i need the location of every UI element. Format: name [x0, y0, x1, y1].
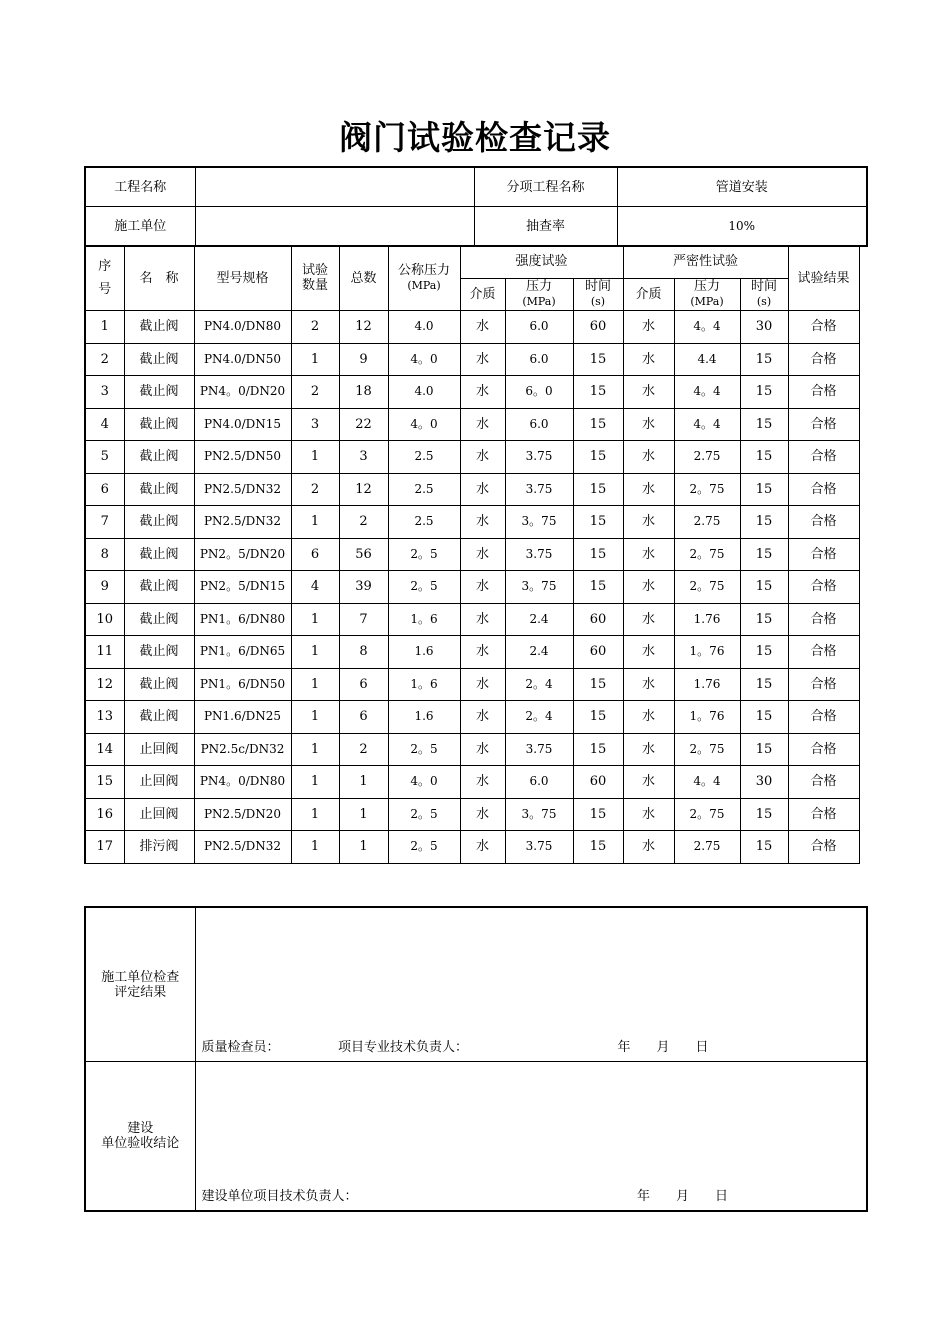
cell-seq: 16: [85, 798, 124, 831]
cell-strength-time: 15: [573, 668, 623, 701]
cell-result: 合格: [788, 441, 859, 474]
col-seq-line1: 序: [98, 259, 112, 274]
cell-strength-time: 15: [573, 473, 623, 506]
tightness-pressure-unit: (MPa): [690, 295, 724, 309]
col-nominal-line2: (MPa): [407, 279, 441, 292]
cell-model: PN4。0/DN80: [194, 766, 291, 799]
cell-test-qty: 6: [291, 538, 339, 571]
project-name-value: [195, 167, 474, 207]
cell-test-qty: 4: [291, 571, 339, 604]
cell-result: 合格: [788, 733, 859, 766]
cell-tightness-time: 15: [740, 506, 788, 539]
cell-total: 18: [339, 376, 388, 409]
cell-tightness-time: 15: [740, 408, 788, 441]
cell-tightness-pressure: 2。75: [674, 473, 740, 506]
cell-test-qty: 1: [291, 441, 339, 474]
col-result-header: 试验结果: [788, 246, 859, 311]
cell-strength-medium: 水: [460, 831, 505, 864]
cell-tightness-time: 15: [740, 701, 788, 734]
cell-test-qty: 1: [291, 798, 339, 831]
cell-name: 截止阀: [124, 311, 194, 344]
cell-name: 止回阀: [124, 798, 194, 831]
cell-strength-pressure: 3.75: [505, 473, 573, 506]
cell-test-qty: 2: [291, 473, 339, 506]
tightness-time-header: [740, 278, 788, 311]
cell-tightness-pressure: 4。4: [674, 376, 740, 409]
cell-name: 截止阀: [124, 668, 194, 701]
col-test-qty-header: [291, 246, 339, 311]
cell-strength-time: 15: [573, 441, 623, 474]
cell-seq: 5: [85, 441, 124, 474]
cell-total: 56: [339, 538, 388, 571]
tightness-medium-header: 介质: [623, 278, 674, 311]
cell-strength-time: 15: [573, 343, 623, 376]
cell-total: 6: [339, 668, 388, 701]
cell-strength-medium: 水: [460, 376, 505, 409]
contractor-check-label-line1: 施工单位检查: [101, 969, 180, 985]
cell-test-qty: 1: [291, 766, 339, 799]
cell-strength-time: 15: [573, 408, 623, 441]
cell-strength-medium: 水: [460, 766, 505, 799]
cell-total: 12: [339, 311, 388, 344]
cell-tightness-medium: 水: [623, 831, 674, 864]
cell-tightness-medium: 水: [623, 701, 674, 734]
table-row: [85, 343, 859, 376]
cell-total: 7: [339, 603, 388, 636]
cell-result: 合格: [788, 538, 859, 571]
col-model-header: 型号规格: [194, 246, 291, 311]
cell-tightness-time: 15: [740, 668, 788, 701]
cell-test-qty: 2: [291, 376, 339, 409]
owner-label-line1: 建设: [127, 1121, 154, 1136]
cell-strength-pressure: 6.0: [505, 343, 573, 376]
cell-model: PN2.5/DN32: [194, 831, 291, 864]
cell-tightness-medium: 水: [623, 473, 674, 506]
cell-strength-medium: 水: [460, 603, 505, 636]
cell-strength-time: 60: [573, 311, 623, 344]
cell-strength-time: 15: [573, 831, 623, 864]
cell-model: PN1.6/DN25: [194, 701, 291, 734]
cell-test-qty: 2: [291, 311, 339, 344]
cell-tightness-pressure: 2.75: [674, 506, 740, 539]
cell-tightness-medium: 水: [623, 636, 674, 669]
cell-model: PN4.0/DN80: [194, 311, 291, 344]
cell-result: 合格: [788, 701, 859, 734]
cell-model: PN2.5/DN32: [194, 473, 291, 506]
cell-tightness-medium: 水: [623, 506, 674, 539]
cell-tightness-pressure: 2。75: [674, 733, 740, 766]
cell-strength-medium: 水: [460, 408, 505, 441]
cell-tightness-medium: 水: [623, 668, 674, 701]
cell-tightness-time: 15: [740, 441, 788, 474]
page-title: 阀门试验检查记录: [339, 118, 611, 157]
cell-result: 合格: [788, 376, 859, 409]
sub-project-value: 管道安装: [617, 167, 867, 207]
col-total-header: 总数: [339, 246, 388, 311]
table-row: [85, 538, 859, 571]
cell-model: PN1。6/DN80: [194, 603, 291, 636]
cell-nominal-pressure: 1。6: [388, 668, 460, 701]
sampling-label: 抽查率: [474, 207, 617, 247]
table-row: [85, 376, 859, 409]
cell-name: 止回阀: [124, 733, 194, 766]
table-row: [85, 506, 859, 539]
cell-tightness-time: 15: [740, 376, 788, 409]
contractor-value: [195, 207, 474, 247]
cell-tightness-time: 15: [740, 473, 788, 506]
cell-test-qty: 1: [291, 701, 339, 734]
contractor-check-label: [85, 907, 195, 1062]
cell-test-qty: 1: [291, 668, 339, 701]
strength-medium-header: 介质: [460, 278, 505, 311]
cell-result: 合格: [788, 311, 859, 344]
cell-nominal-pressure: 2。5: [388, 538, 460, 571]
cell-strength-pressure: 2.4: [505, 603, 573, 636]
cell-name: 截止阀: [124, 343, 194, 376]
cell-nominal-pressure: 4。0: [388, 408, 460, 441]
cell-total: 6: [339, 701, 388, 734]
cell-tightness-pressure: 2.75: [674, 831, 740, 864]
cell-seq: 13: [85, 701, 124, 734]
cell-tightness-pressure: 1.76: [674, 603, 740, 636]
table-row: [85, 766, 859, 799]
cell-strength-time: 60: [573, 603, 623, 636]
cell-nominal-pressure: 2。5: [388, 733, 460, 766]
cell-strength-time: 60: [573, 766, 623, 799]
cell-strength-pressure: 3.75: [505, 733, 573, 766]
col-seq-header: [85, 246, 124, 311]
cell-nominal-pressure: 2.5: [388, 441, 460, 474]
cell-model: PN2。5/DN20: [194, 538, 291, 571]
strength-time-label: 时间: [584, 279, 611, 295]
cell-model: PN2.5/DN32: [194, 506, 291, 539]
cell-tightness-pressure: 4。4: [674, 311, 740, 344]
cell-strength-time: 15: [573, 538, 623, 571]
cell-result: 合格: [788, 636, 859, 669]
cell-tightness-time: 30: [740, 766, 788, 799]
tightness-pressure-label: 压力: [693, 279, 720, 295]
cell-total: 39: [339, 571, 388, 604]
cell-model: PN2。5/DN15: [194, 571, 291, 604]
col-name-header: 名 称: [124, 246, 194, 311]
table-row: [85, 798, 859, 831]
cell-total: 2: [339, 506, 388, 539]
col-nominal-header: [388, 246, 460, 311]
cell-nominal-pressure: 4。0: [388, 766, 460, 799]
cell-seq: 4: [85, 408, 124, 441]
cell-strength-medium: 水: [460, 636, 505, 669]
table-row: [85, 668, 859, 701]
contractor-sign-line: 质量检查员： 项目专业技术负责人： 年 月 日: [201, 1040, 709, 1055]
cell-tightness-time: 30: [740, 311, 788, 344]
cell-strength-medium: 水: [460, 538, 505, 571]
cell-nominal-pressure: 1.6: [388, 701, 460, 734]
table-row: [85, 831, 859, 864]
cell-tightness-pressure: 1。76: [674, 701, 740, 734]
cell-tightness-medium: 水: [623, 798, 674, 831]
cell-name: 止回阀: [124, 766, 194, 799]
cell-name: 截止阀: [124, 701, 194, 734]
contractor-check-area: [195, 907, 867, 1062]
cell-total: 1: [339, 831, 388, 864]
cell-result: 合格: [788, 766, 859, 799]
cell-nominal-pressure: 2。5: [388, 571, 460, 604]
cell-strength-time: 15: [573, 798, 623, 831]
cell-total: 2: [339, 733, 388, 766]
cell-name: 截止阀: [124, 571, 194, 604]
cell-tightness-medium: 水: [623, 311, 674, 344]
cell-model: PN4.0/DN50: [194, 343, 291, 376]
cell-tightness-medium: 水: [623, 733, 674, 766]
cell-strength-medium: 水: [460, 441, 505, 474]
tightness-time-label: 时间: [751, 279, 778, 295]
sub-project-label: 分项工程名称: [474, 167, 617, 207]
cell-name: 排污阀: [124, 831, 194, 864]
cell-seq: 10: [85, 603, 124, 636]
cell-tightness-medium: 水: [623, 603, 674, 636]
cell-strength-medium: 水: [460, 668, 505, 701]
cell-total: 22: [339, 408, 388, 441]
cell-result: 合格: [788, 343, 859, 376]
cell-strength-medium: 水: [460, 311, 505, 344]
cell-strength-time: 15: [573, 376, 623, 409]
cell-total: 1: [339, 798, 388, 831]
contractor-label: 施工单位: [85, 207, 195, 247]
cell-strength-pressure: 3。75: [505, 571, 573, 604]
cell-tightness-time: 15: [740, 831, 788, 864]
cell-tightness-pressure: 1。76: [674, 636, 740, 669]
col-test-qty-line1: 试验: [301, 263, 328, 278]
cell-tightness-medium: 水: [623, 538, 674, 571]
tightness-pressure-header: [674, 278, 740, 311]
cell-strength-pressure: 6.0: [505, 408, 573, 441]
cell-tightness-time: 15: [740, 571, 788, 604]
cell-total: 9: [339, 343, 388, 376]
cell-seq: 12: [85, 668, 124, 701]
cell-strength-medium: 水: [460, 343, 505, 376]
cell-result: 合格: [788, 831, 859, 864]
cell-tightness-pressure: 2。75: [674, 538, 740, 571]
project-info-table: [84, 166, 868, 247]
col-seq-line2: 号: [98, 282, 112, 297]
cell-seq: 14: [85, 733, 124, 766]
cell-strength-time: 15: [573, 506, 623, 539]
table-row: [85, 311, 859, 344]
col-test-qty-line2: 数量: [301, 278, 328, 293]
cell-seq: 11: [85, 636, 124, 669]
contractor-check-label-line2: 评定结果: [114, 984, 167, 1000]
cell-test-qty: 1: [291, 636, 339, 669]
owner-sign-line: 建设单位项目技术负责人： 年 月 日: [201, 1189, 729, 1204]
cell-seq: 9: [85, 571, 124, 604]
cell-test-qty: 1: [291, 831, 339, 864]
col-nominal-line1: 公称压力: [397, 263, 450, 278]
cell-name: 截止阀: [124, 441, 194, 474]
cell-tightness-time: 15: [740, 636, 788, 669]
cell-name: 截止阀: [124, 538, 194, 571]
strength-time-unit: (s): [590, 295, 606, 309]
table-row: [85, 441, 859, 474]
project-name-label: 工程名称: [85, 167, 195, 207]
cell-tightness-pressure: 4。4: [674, 408, 740, 441]
cell-total: 12: [339, 473, 388, 506]
cell-seq: 15: [85, 766, 124, 799]
cell-tightness-pressure: 2。75: [674, 571, 740, 604]
cell-tightness-medium: 水: [623, 376, 674, 409]
table-row: [85, 701, 859, 734]
cell-seq: 8: [85, 538, 124, 571]
cell-tightness-medium: 水: [623, 343, 674, 376]
table-body: [85, 311, 859, 864]
cell-name: 截止阀: [124, 603, 194, 636]
sampling-value: 10%: [617, 207, 867, 247]
cell-seq: 7: [85, 506, 124, 539]
cell-total: 3: [339, 441, 388, 474]
cell-tightness-time: 15: [740, 538, 788, 571]
cell-nominal-pressure: 4.0: [388, 376, 460, 409]
cell-tightness-time: 15: [740, 733, 788, 766]
cell-tightness-pressure: 1.76: [674, 668, 740, 701]
table-row: [85, 408, 859, 441]
cell-tightness-pressure: 2.75: [674, 441, 740, 474]
cell-model: PN4。0/DN20: [194, 376, 291, 409]
strength-pressure-header: [505, 278, 573, 311]
cell-name: 截止阀: [124, 473, 194, 506]
cell-total: 1: [339, 766, 388, 799]
cell-strength-pressure: 3。75: [505, 798, 573, 831]
cell-tightness-pressure: 4。4: [674, 766, 740, 799]
cell-model: PN1。6/DN65: [194, 636, 291, 669]
strength-pressure-unit: (MPa): [522, 295, 556, 309]
cell-model: PN2.5/DN20: [194, 798, 291, 831]
cell-tightness-medium: 水: [623, 571, 674, 604]
cell-strength-pressure: 2。4: [505, 701, 573, 734]
cell-nominal-pressure: 2。5: [388, 798, 460, 831]
cell-nominal-pressure: 2.5: [388, 473, 460, 506]
cell-nominal-pressure: 2.5: [388, 506, 460, 539]
strength-time-header: [573, 278, 623, 311]
table-row: [85, 733, 859, 766]
cell-nominal-pressure: 1。6: [388, 603, 460, 636]
cell-strength-time: 15: [573, 701, 623, 734]
cell-strength-pressure: 2.4: [505, 636, 573, 669]
cell-tightness-pressure: 4.4: [674, 343, 740, 376]
table-row: [85, 571, 859, 604]
cell-strength-pressure: 3。75: [505, 506, 573, 539]
cell-result: 合格: [788, 668, 859, 701]
cell-result: 合格: [788, 473, 859, 506]
cell-result: 合格: [788, 603, 859, 636]
table-row: [85, 473, 859, 506]
cell-nominal-pressure: 1.6: [388, 636, 460, 669]
cell-tightness-time: 15: [740, 343, 788, 376]
cell-strength-time: 15: [573, 571, 623, 604]
cell-strength-pressure: 6.0: [505, 766, 573, 799]
cell-tightness-time: 15: [740, 798, 788, 831]
cell-strength-medium: 水: [460, 701, 505, 734]
cell-model: PN4.0/DN15: [194, 408, 291, 441]
cell-seq: 3: [85, 376, 124, 409]
owner-acceptance-label: [85, 1062, 195, 1212]
table-row: [85, 636, 859, 669]
cell-tightness-medium: 水: [623, 766, 674, 799]
owner-acceptance-area: [195, 1062, 867, 1212]
cell-seq: 17: [85, 831, 124, 864]
cell-nominal-pressure: 4。0: [388, 343, 460, 376]
cell-name: 截止阀: [124, 506, 194, 539]
valve-test-table: [84, 245, 860, 864]
owner-label-line2: 单位验收结论: [101, 1136, 180, 1151]
cell-strength-pressure: 6.0: [505, 311, 573, 344]
cell-strength-pressure: 6。0: [505, 376, 573, 409]
cell-strength-medium: 水: [460, 506, 505, 539]
cell-test-qty: 1: [291, 506, 339, 539]
cell-result: 合格: [788, 408, 859, 441]
cell-test-qty: 1: [291, 733, 339, 766]
cell-test-qty: 3: [291, 408, 339, 441]
cell-test-qty: 1: [291, 603, 339, 636]
strength-test-header: 强度试验: [460, 246, 623, 279]
cell-nominal-pressure: 4.0: [388, 311, 460, 344]
cell-strength-time: 60: [573, 636, 623, 669]
tightness-time-unit: (s): [756, 295, 772, 309]
cell-result: 合格: [788, 571, 859, 604]
cell-nominal-pressure: 2。5: [388, 831, 460, 864]
cell-tightness-time: 15: [740, 603, 788, 636]
cell-name: 截止阀: [124, 636, 194, 669]
cell-seq: 1: [85, 311, 124, 344]
cell-tightness-medium: 水: [623, 408, 674, 441]
cell-tightness-medium: 水: [623, 441, 674, 474]
cell-model: PN1。6/DN50: [194, 668, 291, 701]
signoff-table: [84, 906, 868, 1212]
cell-seq: 6: [85, 473, 124, 506]
cell-result: 合格: [788, 798, 859, 831]
cell-model: PN2.5/DN50: [194, 441, 291, 474]
table-row: [85, 603, 859, 636]
cell-name: 截止阀: [124, 408, 194, 441]
cell-strength-medium: 水: [460, 798, 505, 831]
cell-strength-medium: 水: [460, 733, 505, 766]
cell-strength-medium: 水: [460, 571, 505, 604]
tightness-test-header: 严密性试验: [623, 246, 788, 279]
cell-seq: 2: [85, 343, 124, 376]
strength-pressure-label: 压力: [525, 279, 552, 295]
cell-total: 8: [339, 636, 388, 669]
cell-test-qty: 1: [291, 343, 339, 376]
cell-strength-pressure: 3.75: [505, 538, 573, 571]
cell-result: 合格: [788, 506, 859, 539]
cell-model: PN2.5c/DN32: [194, 733, 291, 766]
cell-strength-pressure: 3.75: [505, 441, 573, 474]
cell-tightness-pressure: 2。75: [674, 798, 740, 831]
cell-strength-medium: 水: [460, 473, 505, 506]
cell-strength-pressure: 3.75: [505, 831, 573, 864]
cell-strength-time: 15: [573, 733, 623, 766]
cell-strength-pressure: 2。4: [505, 668, 573, 701]
cell-name: 截止阀: [124, 376, 194, 409]
